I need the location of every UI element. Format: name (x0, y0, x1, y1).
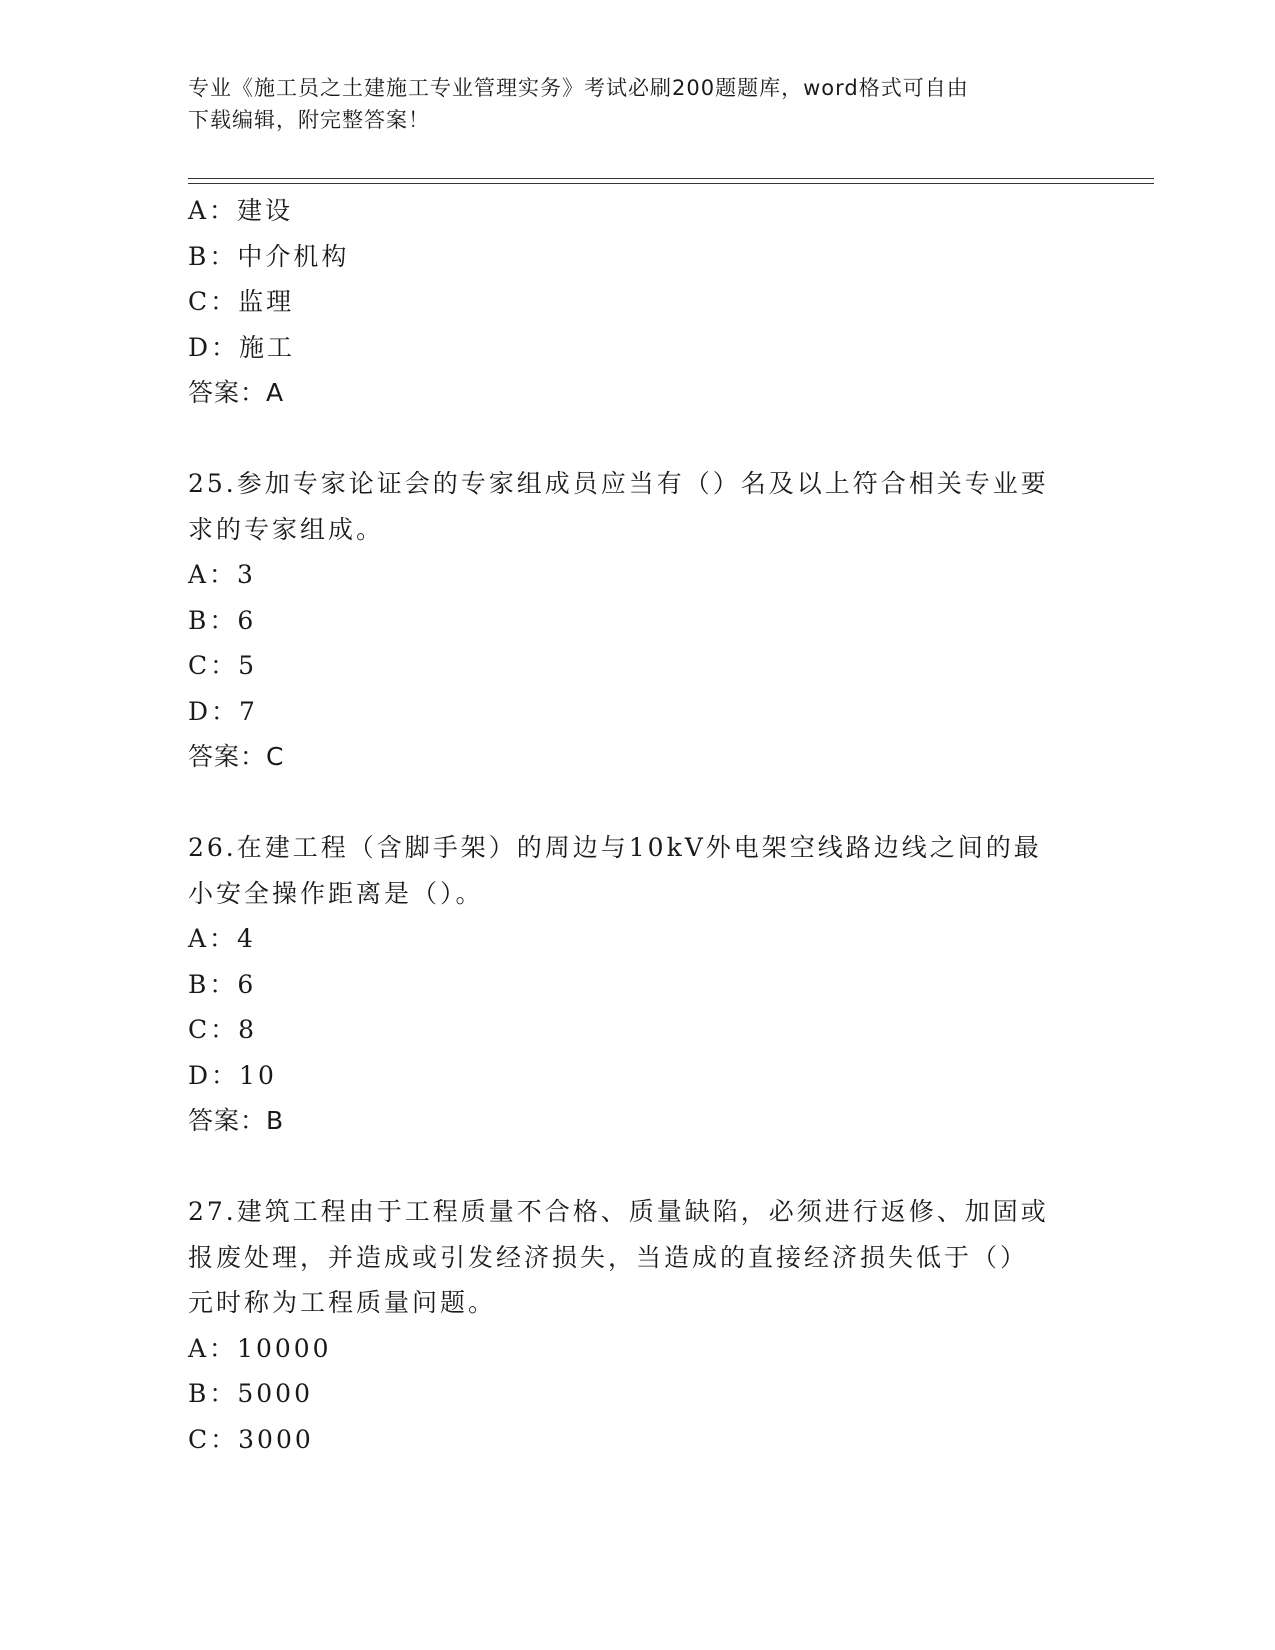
option-a: A：4 (188, 924, 256, 953)
spacer (188, 1144, 1088, 1190)
option-c: C：监理 (188, 287, 295, 316)
answer: 答案：C (188, 742, 285, 771)
header-line-1: 专业《施工员之土建施工专业管理实务》考试必刷200题题库，word格式可自由 (188, 76, 969, 100)
spacer (188, 416, 1088, 462)
option-a: A：3 (188, 560, 256, 589)
spacer (188, 780, 1088, 826)
document-header (188, 72, 1068, 136)
answer: 答案：B (188, 1106, 285, 1135)
answer: 答案：A (188, 378, 285, 407)
question-list (188, 188, 1088, 1462)
question-27 (188, 1189, 1088, 1462)
question-stem-line: 元时称为工程质量问题。 (188, 1288, 497, 1317)
option-b: B：6 (188, 969, 257, 999)
question-stem-line: 报废处理，并造成或引发经济损失，当造成的直接经济损失低于（） (188, 1242, 1029, 1272)
option-a: A：10000 (188, 1333, 332, 1363)
question-24 (188, 188, 1088, 416)
option-a: A：建设 (188, 196, 294, 225)
header-divider-top (188, 178, 1154, 179)
option-c: C：8 (188, 1015, 258, 1044)
option-c: C：3000 (188, 1424, 314, 1454)
option-b: B：中介机构 (188, 241, 350, 271)
option-d: D：施工 (188, 332, 296, 362)
question-25 (188, 461, 1088, 780)
header-divider-bottom (188, 183, 1154, 184)
question-stem-line: 25.参加专家论证会的专家组成员应当有（）名及以上符合相关专业要 (188, 469, 1049, 498)
option-b: B：5000 (188, 1379, 313, 1408)
option-d: D：10 (188, 1060, 277, 1090)
question-stem-line: 27.建筑工程由于工程质量不合格、质量缺陷，必须进行返修、加固或 (188, 1197, 1049, 1226)
option-c: C：5 (188, 651, 258, 680)
question-stem-line: 26.在建工程（含脚手架）的周边与10kV外电架空线路边线之间的最 (188, 833, 1042, 862)
option-d: D：7 (188, 696, 258, 726)
option-b: B：6 (188, 605, 257, 635)
question-stem-line: 小安全操作距离是（）。 (188, 878, 484, 908)
header-line-2: 下载编辑，附完整答案！ (188, 108, 430, 132)
question-stem-line: 求的专家组成。 (188, 514, 385, 544)
question-26 (188, 825, 1088, 1144)
